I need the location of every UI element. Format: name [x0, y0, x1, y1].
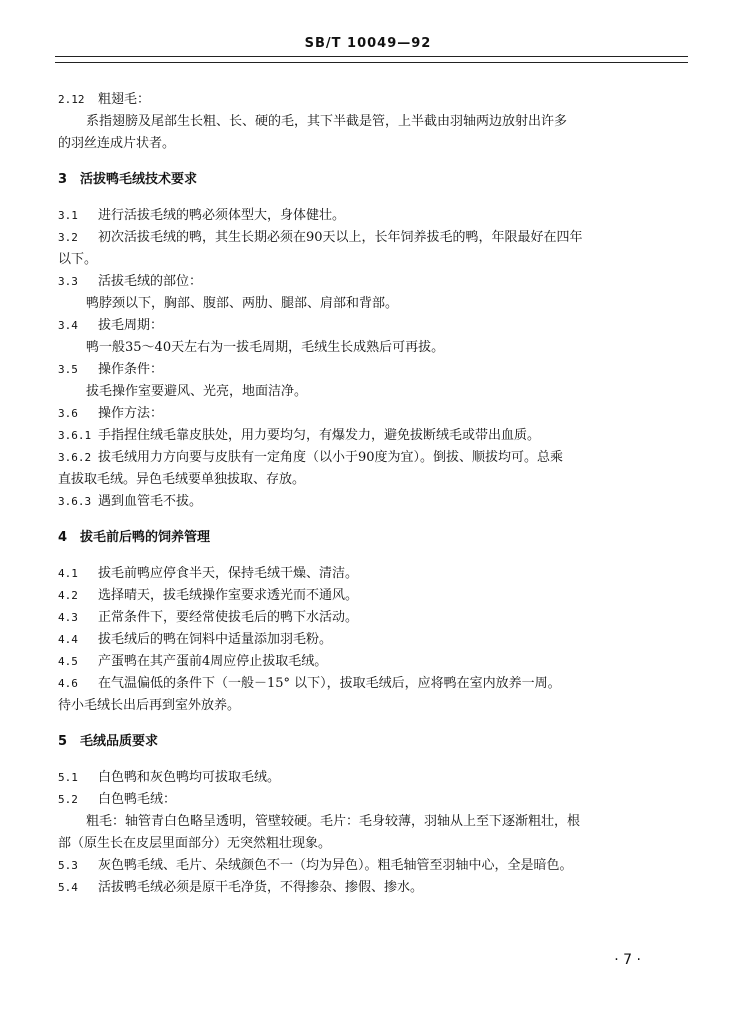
clause-text: 操作条件：: [98, 362, 164, 377]
clause-number: 3.6.1: [58, 429, 92, 442]
clause-text: 操作方法：: [98, 406, 164, 421]
paragraph-line: 待小毛绒长出后再到室外放养。: [58, 698, 241, 713]
clause-number: 4.4: [58, 633, 78, 646]
clause-text: 拔毛周期：: [98, 318, 164, 333]
clause-number: 3.6.2: [58, 451, 92, 464]
clause-4-4: [58, 629, 690, 651]
clause-text: 正常条件下，要经常使拔毛后的鸭下水活动。: [98, 610, 359, 625]
standard-code-header: SB/T 10049—92: [304, 36, 432, 51]
clause-text: 在气温偏低的条件下（一般－15° 以下），拔取毛绒后，应将鸭在室内放养一周。: [98, 676, 561, 691]
paragraph-line: 系指翅膀及尾部生长粗、长、硬的毛，其下半截是管，上半截由羽轴两边放射出许多: [86, 114, 568, 129]
clause-text: 灰色鸭毛绒、毛片、朵绒颜色不一（均为异色）。粗毛轴管至羽轴中心，全是暗色。: [98, 858, 573, 873]
clause-number: 5.4: [58, 881, 78, 894]
clause-text: 活拔毛绒的部位：: [98, 274, 203, 289]
paragraph-line: 直拔取毛绒。异色毛绒要单独拔取、存放。: [58, 472, 306, 487]
clause-number: 3.6.3: [58, 495, 92, 508]
paragraph-line: 部（原生长在皮层里面部分）无突然粗壮现象。: [58, 836, 332, 851]
clause-4-1: [58, 563, 690, 585]
clause-number: 3.1: [58, 209, 78, 222]
clause-5-4: [58, 877, 690, 899]
clause-number: 4.2: [58, 589, 78, 602]
clause-number: 3.6: [58, 407, 78, 420]
clause-number: 4.3: [58, 611, 78, 624]
clause-3-6-3: [58, 491, 690, 513]
clause-3-6-2: [58, 447, 690, 469]
clause-text: 白色鸭和灰色鸭均可拔取毛绒。: [98, 770, 281, 785]
clause-number: 3.5: [58, 363, 78, 376]
clause-5-3: [58, 855, 690, 877]
section-heading-4: 4 拔毛前后鸭的饲养管理: [58, 530, 211, 545]
clause-4-6: [58, 673, 690, 695]
header-rule-bottom: [55, 62, 688, 63]
clause-number: 4.1: [58, 567, 78, 580]
clause-number: 2.12: [58, 93, 85, 106]
clause-text: 拔毛前鸭应停食半天，保持毛绒干燥、清洁。: [98, 566, 359, 581]
clause-4-5: [58, 651, 690, 673]
clause-5-1: [58, 767, 690, 789]
clause-text: 遇到血管毛不拔。: [98, 494, 203, 509]
clause-number: 3.3: [58, 275, 78, 288]
clause-number: 4.5: [58, 655, 78, 668]
clause-2-12: [58, 89, 690, 111]
clause-text: 拔毛绒后的鸭在饲料中适量添加羽毛粉。: [98, 632, 333, 647]
document-body: [58, 89, 690, 899]
clause-number: 5.1: [58, 771, 78, 784]
clause-3-4: [58, 315, 690, 337]
clause-number: 5.2: [58, 793, 78, 806]
clause-3-6-1: [58, 425, 690, 447]
clause-text: 活拔鸭毛绒必须是原干毛净货，不得掺杂、掺假、掺水。: [98, 880, 424, 895]
paragraph-line: 鸭脖颈以下，胸部、腹部、两肋、腿部、肩部和背部。: [86, 296, 399, 311]
clause-3-2: [58, 227, 690, 249]
clause-text: 手指捏住绒毛靠皮肤处，用力要均匀，有爆发力，避免拔断绒毛或带出血质。: [98, 428, 541, 443]
clause-5-2: [58, 789, 690, 811]
clause-4-2: [58, 585, 690, 607]
clause-text: 进行活拔毛绒的鸭必须体型大，身体健壮。: [98, 208, 346, 223]
section-heading-5: 5 毛绒品质要求: [58, 734, 159, 749]
section-heading-3: 3 活拔鸭毛绒技术要求: [58, 172, 198, 187]
clause-3-5: [58, 359, 690, 381]
clause-3-6: [58, 403, 690, 425]
clause-4-3: [58, 607, 690, 629]
clause-text: 拔毛绒用力方向要与皮肤有一定角度（以小于90度为宜）。倒拔、顺拔均可。总乘: [98, 450, 564, 465]
clause-text: 初次活拔毛绒的鸭，其生长期必须在90天以上，长年饲养拔毛的鸭，年限最好在四年: [98, 230, 583, 245]
paragraph-line: 以下。: [58, 252, 98, 267]
page-number: · 7 ·: [614, 952, 641, 968]
paragraph-line: 粗毛：轴管青白色略呈透明，管壁较硬。毛片：毛身较薄，羽轴从上至下逐渐粗壮，根: [86, 814, 581, 829]
paragraph-line: 拔毛操作室要避风、光亮，地面洁净。: [86, 384, 308, 399]
clause-number: 5.3: [58, 859, 78, 872]
clause-text: 白色鸭毛绒：: [98, 792, 177, 807]
clause-text: 产蛋鸭在其产蛋前4周应停止拔取毛绒。: [98, 654, 328, 669]
paragraph-line: 鸭一般35～40天左右为一拔毛周期，毛绒生长成熟后可再拔。: [86, 340, 445, 355]
clause-number: 3.2: [58, 231, 78, 244]
clause-text: 粗翅毛：: [98, 92, 151, 107]
paragraph-line: 的羽丝连成片状者。: [58, 136, 176, 151]
header-rule-top: [55, 56, 688, 57]
clause-3-1: [58, 205, 690, 227]
clause-text: 选择晴天，拔毛绒操作室要求透光而不通风。: [98, 588, 359, 603]
clause-3-3: [58, 271, 690, 293]
clause-number: 3.4: [58, 319, 78, 332]
clause-number: 4.6: [58, 677, 78, 690]
